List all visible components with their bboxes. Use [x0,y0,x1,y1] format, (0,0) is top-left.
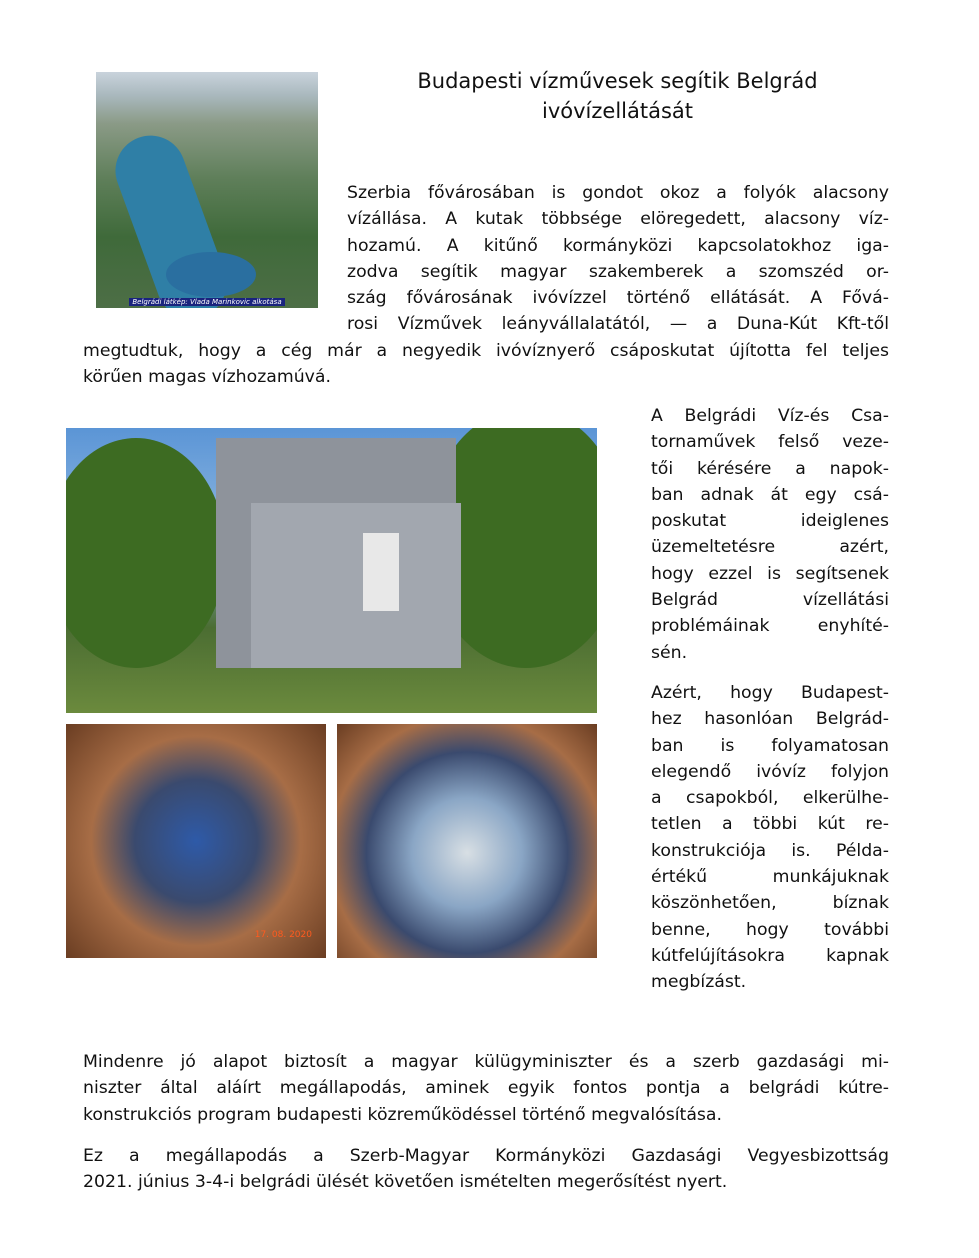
text-line: niszter által aláírt megállapodás, aminek egyik fontos pontja a belgrádi kútre- [83,1078,889,1099]
text-line: üzemeltetésre azért, [651,537,889,558]
text-line: Szerbia fővárosában is gondot okoz a folyók alacsony [347,183,889,203]
text-line: ban is folyamatosan [651,735,889,756]
text-line: megbízást. [651,972,747,993]
text-line: a csapokból, elkerülhe- [651,788,889,809]
text-line: tetlen a többi kút re- [651,814,889,835]
text-line: tornaművek felső veze- [651,432,889,453]
paragraph-1-continued [83,338,889,391]
text-line: konstrukciója is. Példa- [651,840,889,861]
text-line: poskutat ideiglenes [651,511,889,532]
text-line: szág fővárosának ivóvízzel történő ellátását. A Fővá- [347,288,889,309]
text-line: rosi Vízművek leányvállalatától, — a Duna-Kút Kft-től [347,314,889,335]
well-interior-photo-2 [337,724,597,958]
text-line: hogy ezzel is segítsenek [651,563,889,584]
text-line: Belgrád vízellátási [651,590,889,611]
paragraph-5 [83,1143,889,1196]
well-house-photo [66,428,597,713]
article-title [360,66,875,126]
text-line: Ez a megállapodás a Szerb-Magyar Kormányközi Gazdasági Vegyesbizottság [83,1146,889,1166]
text-line: vízállása. A kutak többsége elöregedett, alacsony víz- [347,209,889,230]
text-line: konstrukciós program budapesti közreműködéssel történő megvalósítása. [83,1104,722,1125]
paragraph-1 [347,180,889,338]
well-interior-photo-1 [66,724,326,958]
photo-date: 17. 08. 2020 [254,930,312,940]
text-line: benne, hogy további [651,919,889,940]
text-line: hozamú. A kitűnő kormányközi kapcsolatokhoz iga- [347,235,889,256]
text-line: kútfelújításokra kapnak [651,945,889,966]
belgrade-aerial-photo [96,72,318,308]
photo-caption: Belgrádi látkép: Vlada Marinkovic alkotása [129,298,284,306]
paragraph-4 [83,1049,889,1128]
text-line: köszönhetően, bíznak [651,893,889,914]
text-line: problémáinak enyhíté- [651,616,889,637]
text-line: hez hasonlóan Belgrád- [651,709,889,730]
text-line: 2021. június 3-4-i belgrádi ülését követően ismételten megerősítést nyert. [83,1172,728,1193]
text-line: sén. [651,642,688,663]
text-line: megtudtuk, hogy a cég már a negyedik ivóvíznyerő csáposkutat újította fel teljes [83,341,889,361]
title-line: Budapesti vízművesek segítik Belgrád [417,69,818,93]
text-line: tői kérésére a napok- [651,458,889,479]
paragraph-3 [651,680,889,996]
text-line: Azért, hogy Budapest- [651,683,889,703]
text-line: körűen magas vízhozamúvá. [83,367,331,388]
text-line: A Belgrádi Víz-és Csa- [651,406,889,426]
paragraph-2 [651,403,889,666]
text-line: ban adnak át egy csá- [651,484,889,505]
text-line: Mindenre jó alapot biztosít a magyar külügyminiszter és a szerb gazdasági mi- [83,1052,889,1072]
title-line: ivóvízellátását [542,99,693,123]
text-line: értékű munkájuknak [651,867,889,888]
text-line: elegendő ivóvíz folyjon [651,761,889,782]
text-line: zodva segítik magyar szakemberek a szomszéd or- [347,261,889,282]
